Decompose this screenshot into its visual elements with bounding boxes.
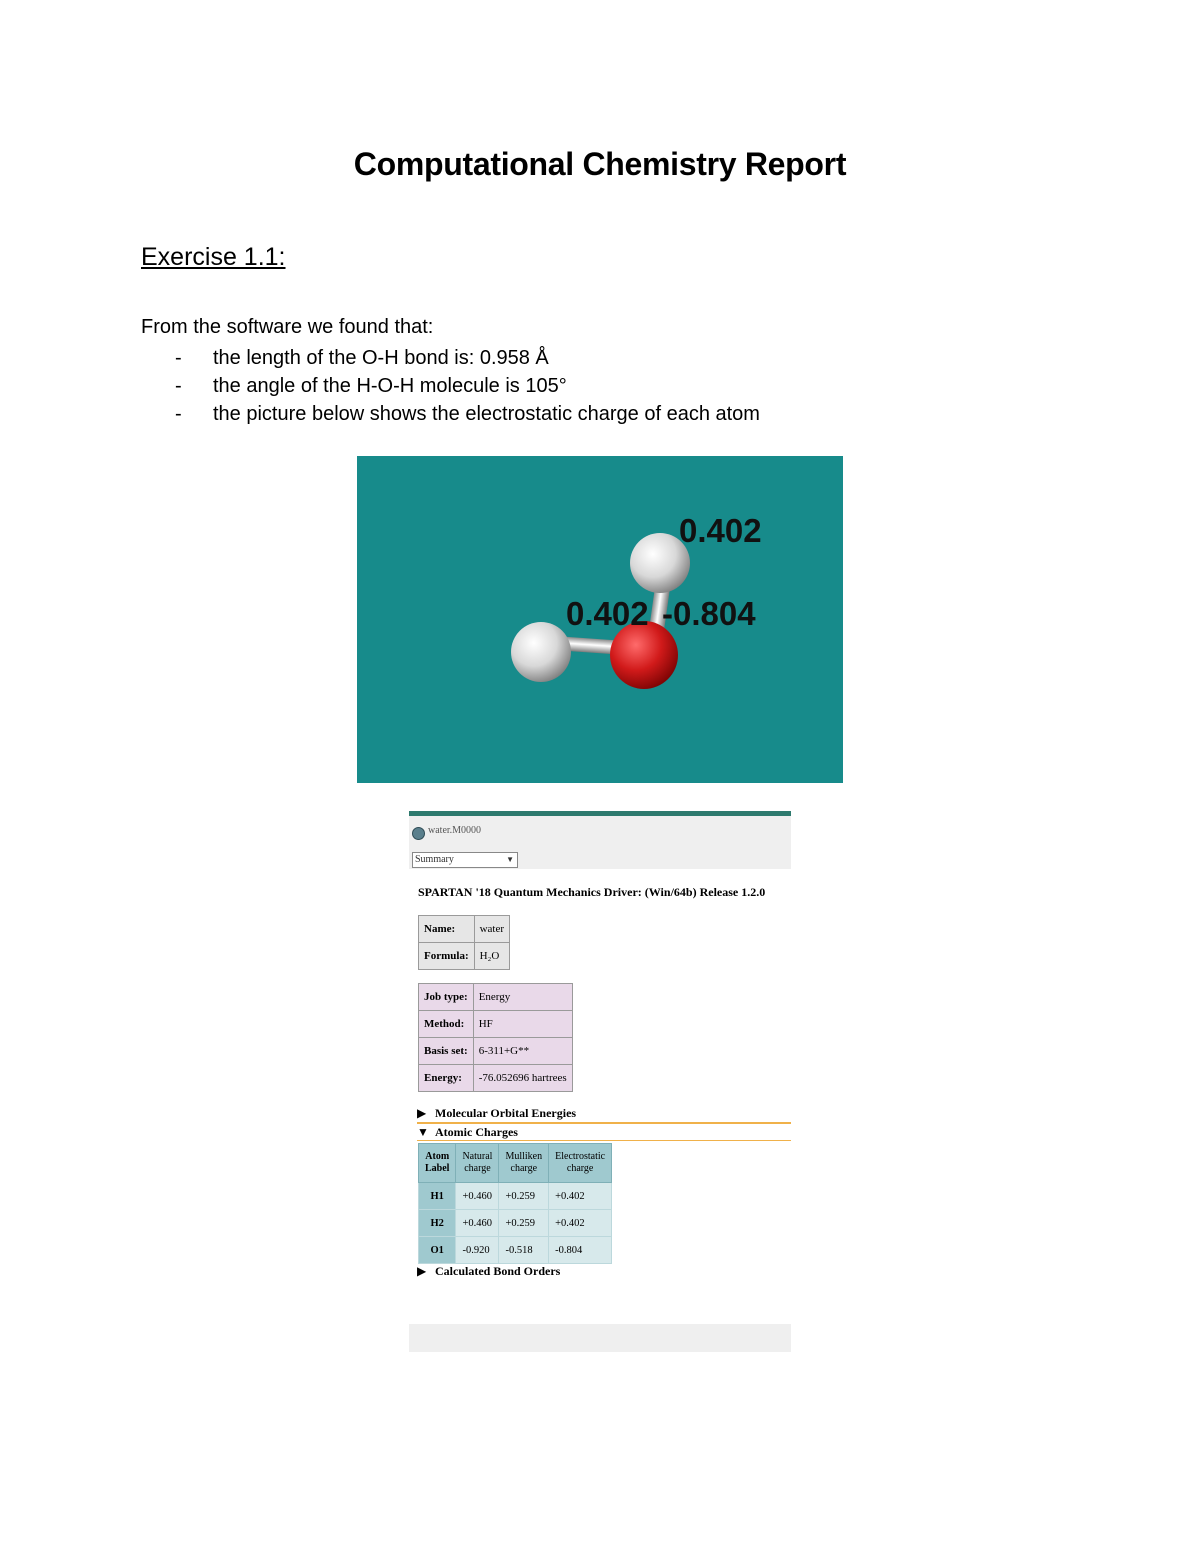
job-info-table (418, 983, 573, 1092)
job-key: Method: (419, 1011, 474, 1038)
table-row (419, 916, 510, 943)
table-row (419, 943, 510, 970)
job-key: Energy: (419, 1065, 474, 1092)
spartan-app-icon (412, 827, 425, 840)
info-key: Name: (419, 916, 475, 943)
atom-label: H1 (419, 1183, 456, 1210)
job-key: Basis set: (419, 1038, 474, 1065)
mulliken-charge: +0.259 (499, 1183, 549, 1210)
job-value: Energy (473, 984, 572, 1011)
panel-header (409, 816, 791, 869)
table-row (419, 1011, 573, 1038)
mulliken-charge: -0.518 (499, 1237, 549, 1264)
job-value: -76.052696 hartrees (473, 1065, 572, 1092)
file-name: water.M0000 (428, 825, 482, 836)
expand-triangle-icon: ▶ (417, 1264, 427, 1278)
natural-charge: -0.920 (456, 1237, 499, 1264)
section-label: Atomic Charges (435, 1125, 518, 1139)
finding-charge-picture: the picture below shows the electrostatic charge of each atom (213, 403, 760, 425)
electrostatic-charge: +0.402 (549, 1183, 612, 1210)
expand-triangle-icon: ▶ (417, 1106, 427, 1120)
info-value: H₂O (474, 943, 509, 970)
job-key: Job type: (419, 984, 474, 1011)
view-select-value: Summary (415, 854, 454, 865)
table-header-row (419, 1144, 612, 1183)
atom-label: H2 (419, 1210, 456, 1237)
section-calculated-bond-orders[interactable] (417, 1264, 560, 1279)
table-row (419, 1210, 612, 1237)
table-row (419, 984, 573, 1011)
section-label: Calculated Bond Orders (435, 1264, 561, 1278)
mulliken-charge: +0.259 (499, 1210, 549, 1237)
spartan-output-panel (409, 811, 791, 1352)
table-row (419, 1183, 612, 1210)
finding-bond-angle: the angle of the H-O-H molecule is 105° (213, 375, 567, 397)
collapse-triangle-icon: ▼ (417, 1125, 429, 1139)
panel-footer (409, 1324, 791, 1352)
charge-label-h-top: 0.402 (679, 512, 762, 549)
chevron-down-icon: ▼ (506, 855, 514, 864)
section-molecular-orbital-energies[interactable] (417, 1106, 576, 1121)
table-row (419, 1065, 573, 1092)
driver-banner: SPARTAN '18 Quantum Mechanics Driver: (Win/64b) Release 1.2.0 (418, 885, 766, 899)
natural-charge: +0.460 (456, 1183, 499, 1210)
atomic-charges-table (418, 1143, 612, 1264)
intro-text: From the software we found that: (141, 316, 434, 338)
hydrogen-atom-left (511, 622, 571, 682)
section-label: Molecular Orbital Energies (435, 1106, 577, 1120)
view-select[interactable] (412, 852, 518, 868)
finding-bond-length: the length of the O-H bond is: 0.958 Å (213, 347, 549, 369)
exercise-heading: Exercise 1.1: (141, 243, 286, 271)
job-value: 6-311+G** (473, 1038, 572, 1065)
section-atomic-charges[interactable] (417, 1125, 518, 1140)
info-value: water (474, 916, 509, 943)
electrostatic-charge: +0.402 (549, 1210, 612, 1237)
column-header: Electrostatic charge (549, 1144, 612, 1183)
atom-label: O1 (419, 1237, 456, 1264)
column-header: Mulliken charge (499, 1144, 549, 1183)
charge-label-oxygen: -0.804 (662, 595, 756, 632)
info-key: Formula: (419, 943, 475, 970)
section-divider (417, 1140, 791, 1141)
table-row (419, 1237, 612, 1264)
job-value: HF (473, 1011, 572, 1038)
section-divider (417, 1122, 791, 1124)
column-header: Natural charge (456, 1144, 499, 1183)
page-title: Computational Chemistry Report (353, 146, 847, 182)
molecule-info-table (418, 915, 510, 970)
table-row (419, 1038, 573, 1065)
molecule-render (357, 456, 843, 783)
charge-label-h-left: 0.402 (566, 595, 649, 632)
natural-charge: +0.460 (456, 1210, 499, 1237)
electrostatic-charge: -0.804 (549, 1237, 612, 1264)
column-header: Atom Label (419, 1144, 456, 1183)
